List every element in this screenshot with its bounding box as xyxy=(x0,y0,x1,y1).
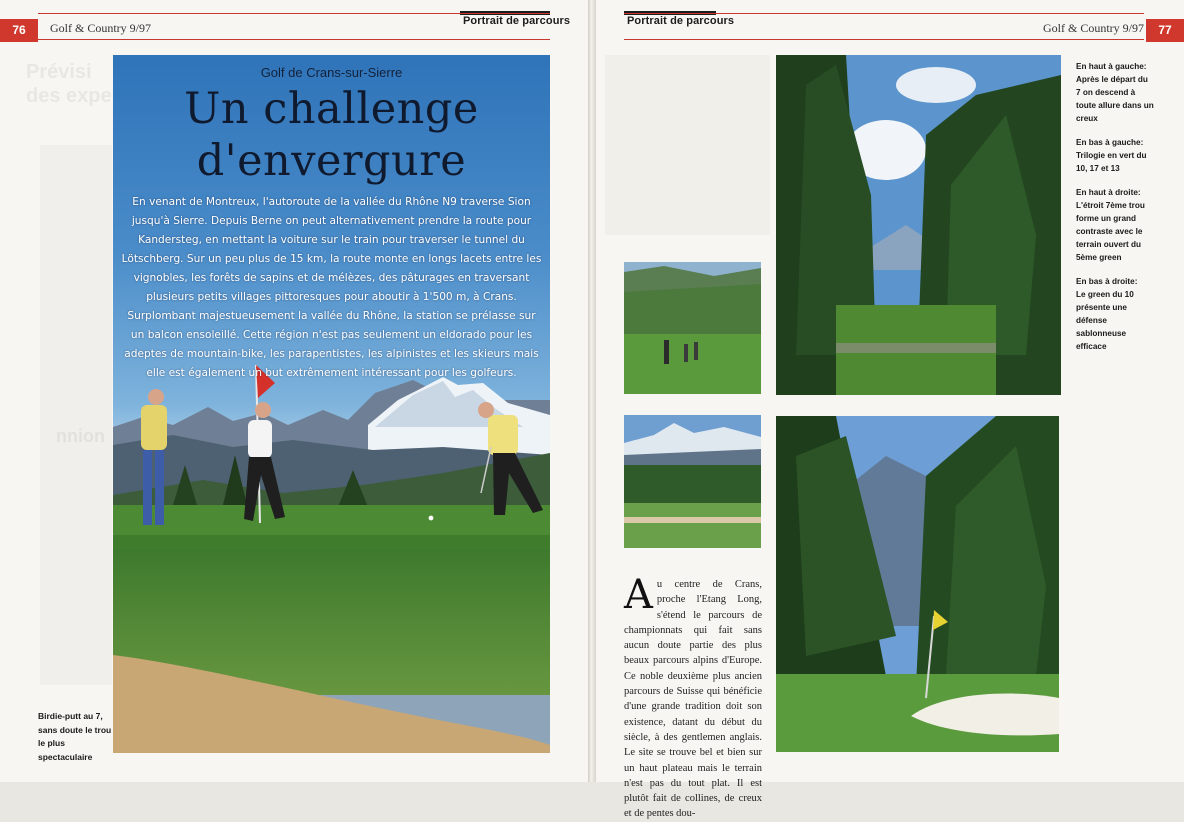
left-page xyxy=(0,0,588,782)
photo-green-10-bunker xyxy=(776,416,1059,752)
caption-text-1: Après le départ du 7 on descend à toute allure dans un creux xyxy=(1076,75,1154,123)
hero-caption: Birdie-putt au 7, sans doute le trou le plus spectaculaire xyxy=(38,711,112,762)
hero-subtitle: Golf de Crans-sur-Sierre xyxy=(260,65,403,80)
header-red-rule-top-left xyxy=(38,13,550,14)
article-body-text: u centre de Crans, proche l'Etang Long, s'étend le parcours de championnats qui fait sans aucun doute partie des plus beaux parcours alpins d'Europe. Ce noble deuxième plus ancien parcours de Suisse qui bénéficie d'une grande tradition doit son existence, datant du début du siècle, à des gentlemen anglais. Le site se trouve bel et bien sur un haut plateau mais le terrain n'est pas du tout plat. Il est plutôt fait de collines, de creux et de pentes dou- xyxy=(624,579,762,820)
page-number-right: 77 xyxy=(1146,19,1184,42)
magazine-name-left: Golf & Country 9/97 xyxy=(50,21,151,35)
caption-top-left xyxy=(1076,60,1154,125)
caption-heading-1: En haut à gauche: xyxy=(1076,62,1147,71)
page-number-left: 76 xyxy=(0,19,38,42)
section-title-right: Portrait de parcours xyxy=(627,15,735,27)
caption-bottom-left xyxy=(1076,136,1154,175)
photo-trilogy-illustration xyxy=(624,415,761,548)
hero-photo xyxy=(113,55,550,753)
photo-narrow-fairway-illustration xyxy=(776,55,1061,395)
header-red-rule-bottom-right xyxy=(624,39,1144,40)
photo-hole-7-illustration xyxy=(624,262,761,394)
ghost-text-mid: nnion xyxy=(56,426,105,446)
photo-hole-7-narrow xyxy=(776,55,1061,395)
drop-cap: A xyxy=(624,572,653,618)
hero-title-line-1: Un challenge xyxy=(184,84,479,134)
spine-gutter xyxy=(588,0,596,782)
photo-hole-7-descent xyxy=(624,262,761,394)
section-title-left: Portrait de parcours xyxy=(463,15,571,27)
caption-heading-2: En bas à gauche: xyxy=(1076,138,1144,147)
hero-title-line-2: d'envergure xyxy=(196,136,467,186)
photo-green-bunker-illustration xyxy=(776,416,1059,752)
ghost-panel-right xyxy=(605,55,770,235)
ghost-line-2: des expe xyxy=(26,85,112,107)
ghost-text-top xyxy=(26,60,112,108)
article-body xyxy=(624,572,762,820)
caption-text-4: Le green du 10 présente une défense sablonneuse efficace xyxy=(1076,290,1134,351)
hero-intro-text: En venant de Montreux, l'autoroute de la vallée du Rhône N9 traverse Sion jusqu'à Sierre. Depuis Berne on peut alternativement prendre la route pour Kandersteg, en mettant la voiture sur le train pour traverser le tunnel du Lötschberg. Sur un peu plus de 15 km, la route monte en longs lacets entre les vignobles, les forêts de sapins et de mélèzes, des pâturages en traversant plusieurs petits villages pittoresques pour aboutir à 1'500 m, à Crans. Surplombant majestueusement la vallée du Rhône, la station se prélasse sur un balcon ensoleillé. Cette région n'est pas seulement un eldorado pour les adeptes de mountain-bike, les parapentistes, les alpinistes et les skieurs mais elle est également un but extrêmement intéressant pour les golfeurs. xyxy=(121,196,542,379)
caption-bottom-right xyxy=(1076,275,1154,353)
caption-text-3: L'étroit 7ème trou forme un grand contraste avec le terrain ouvert du 5ème green xyxy=(1076,201,1145,262)
magazine-name-right: Golf & Country 9/97 xyxy=(1043,21,1144,35)
hero-title xyxy=(113,83,550,187)
caption-text-2: Trilogie en vert du 10, 17 et 13 xyxy=(1076,151,1147,173)
photo-trilogy-green xyxy=(624,415,761,548)
caption-heading-3: En haut à droite: xyxy=(1076,188,1141,197)
header-red-rule-top-right xyxy=(624,13,1144,14)
ghost-line-1: Prévisi xyxy=(26,61,92,83)
header-red-rule-bottom-left xyxy=(38,39,550,40)
caption-top-right xyxy=(1076,186,1154,264)
ghost-photo-area xyxy=(40,145,112,685)
caption-heading-4: En bas à droite: xyxy=(1076,277,1138,286)
